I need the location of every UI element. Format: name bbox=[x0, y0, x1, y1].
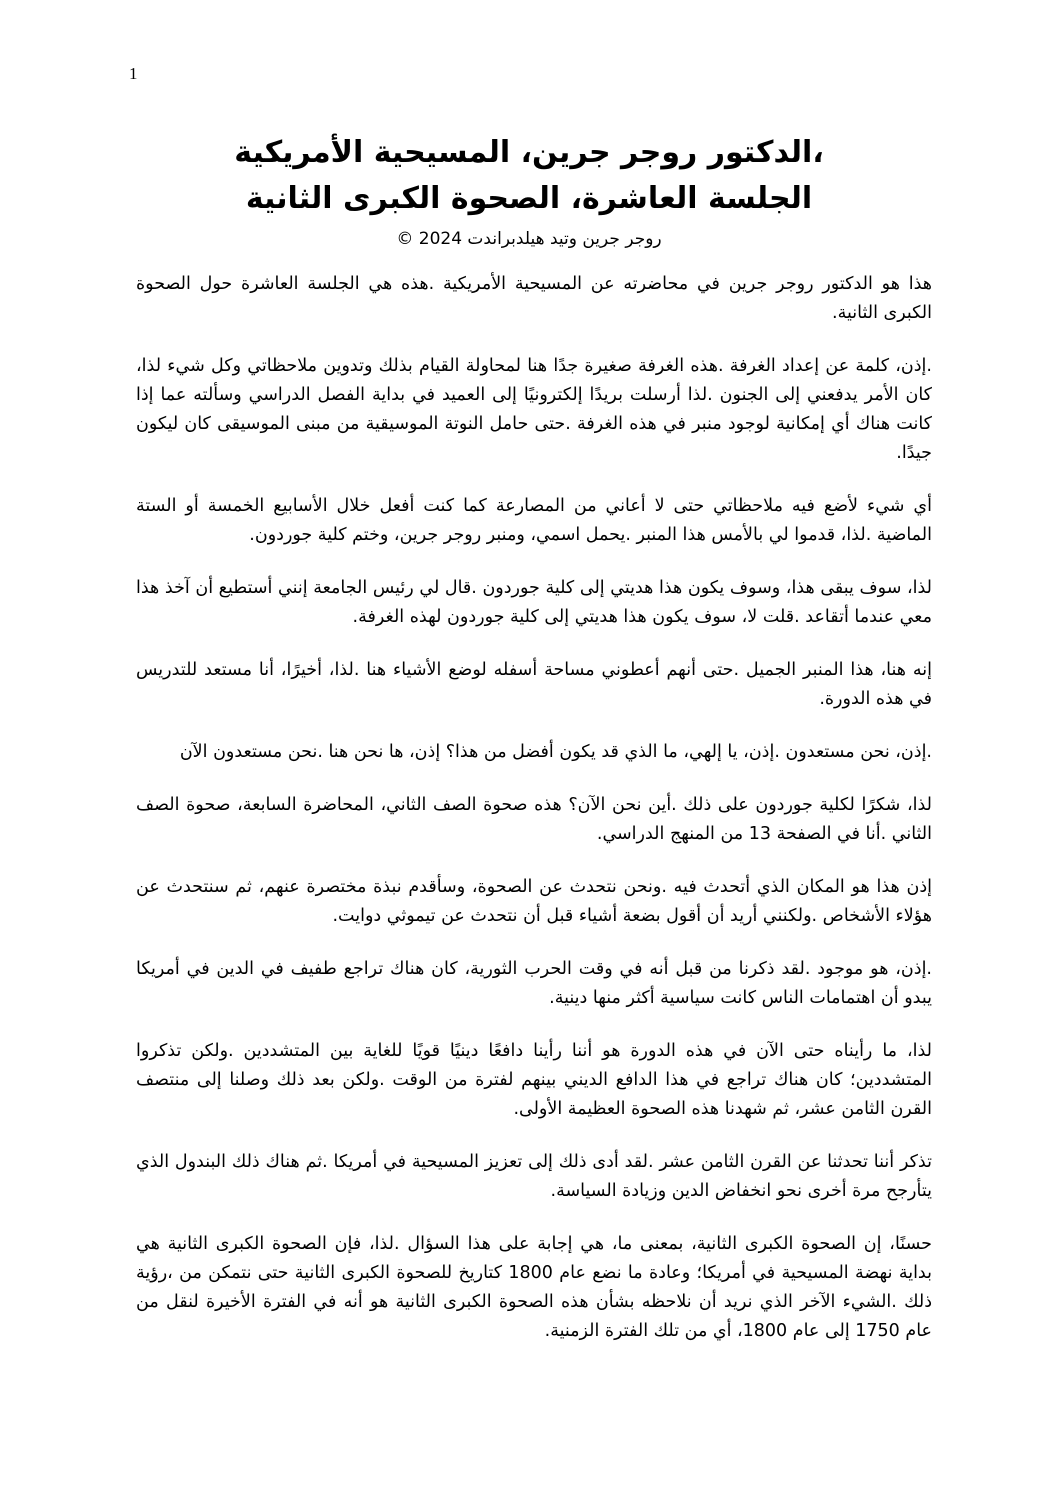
title-block bbox=[130, 130, 928, 254]
paragraph: تذكر أننا تحدثنا عن القرن الثامن عشر .لقد أدى ذلك إلى تعزيز المسيحية في أمريكا .ثم هناك ذلك البندول الذي يتأرجح مرة أخرى نحو انخفاض الدين وزيادة السياسة. bbox=[136, 1152, 932, 1201]
paragraph: إنه هنا، هذا المنبر الجميل .حتى أنهم أعطوني مساحة أسفله لوضع الأشياء هنا .لذا، أخيرًا، أنا مستعد للتدريس في هذه الدورة. bbox=[136, 660, 932, 709]
paragraph: لذا، ما رأيناه حتى الآن في هذه الدورة هو أننا رأينا دافعًا دينيًا قويًا للغاية بين المتشددين .ولكن تذكروا المتشددين؛ كان هناك تراجع في هذا الدافع الديني بينهم لفترة من الوقت .ولكن بعد ذلك وصلنا إلى منتصف القرن الثامن عشر، ثم شهدنا هذه الصحوة العظيمة الأولى. bbox=[136, 1041, 932, 1119]
paragraph: .إذن، نحن مستعدون .إذن، يا إلهي، ما الذي قد يكون أفضل من هذا؟ إذن، ها نحن هنا .نحن مستعدون الآن bbox=[179, 742, 932, 762]
paragraph: حسنًا، إن الصحوة الكبرى الثانية، بمعنى ما، هي إجابة على هذا السؤال .لذا، فإن الصحوة الكبرى الثانية هي بداية نهضة المسيحية في أمريكا؛ وعادة ما نضع عام 1800 كتاريخ للصحوة الكبرى الثانية حتى نتمكن من ،رؤية ذلك .الشيء الآخر الذي نريد أن نلاحظه بشأن هذه الصحوة الكبرى الثانية هو أنه في الفترة الأخيرة لنقل من عام 1750 إلى عام 1800، أي من تلك الفترة الزمنية. bbox=[136, 1234, 932, 1341]
paragraph: .إذن، كلمة عن إعداد الغرفة .هذه الغرفة صغيرة جدًا هنا لمحاولة القيام بذلك وتدوين ملاحظاتي وكل شيء لذا، كان الأمر يدفعني إلى الجنون .لذا أرسلت بريدًا إلكترونيًا إلى العميد في بداية الفصل الدراسي وسألته عما إذا كانت هناك أي إمكانية لوجود منبر في هذه الغرفة .حتى حامل النوتة الموسيقية من مبنى الموسيقى كان ليكون جيدًا. bbox=[136, 356, 932, 463]
page-title: ،الدكتور روجر جرين، المسيحية الأمريكية bbox=[234, 135, 824, 170]
document-body bbox=[136, 270, 932, 1370]
page-subtitle: الجلسة العاشرة، الصحوة الكبرى الثانية bbox=[245, 181, 813, 216]
paragraph: لذا، سوف يبقى هذا، وسوف يكون هذا هديتي إلى كلية جوردون .قال لي رئيس الجامعة إنني أستطيع أن آخذ هذا معي عندما أتقاعد .قلت لا، سوف يكون هذا هديتي إلى كلية جوردون لهذه الغرفة. bbox=[136, 578, 932, 627]
paragraph: هذا هو الدكتور روجر جرين في محاضرته عن المسيحية الأمريكية .هذه هي الجلسة العاشرة حول الصحوة الكبرى الثانية. bbox=[136, 274, 932, 323]
paragraph: .إذن، هو موجود .لقد ذكرنا من قبل أنه في وقت الحرب الثورية، كان هناك تراجع طفيف في الدين في أمريكا يبدو أن اهتمامات الناس كانت سياسية أكثر منها دينية. bbox=[136, 959, 932, 1008]
paragraph: إذن هذا هو المكان الذي أتحدث فيه .ونحن نتحدث عن الصحوة، وسأقدم نبذة مختصرة عنهم، ثم سنتحدث عن هؤلاء الأشخاص .ولكنني أريد أن أقول بضعة أشياء قبل أن نتحدث عن تيموثي دوايت. bbox=[136, 877, 932, 926]
paragraph: لذا، شكرًا لكلية جوردون على ذلك .أين نحن الآن؟ هذه صحوة الصف الثاني، المحاضرة السابعة، صحوة الصف الثاني .أنا في الصفحة 13 من المنهج الدراسي. bbox=[136, 795, 932, 844]
paragraph: أي شيء لأضع فيه ملاحظاتي حتى لا أعاني من المصارعة كما كنت أفعل خلال الأسابيع الخمسة أو الستة الماضية .لذا، قدموا لي بالأمس هذا المنبر .يحمل اسمي، ومنبر روجر جرين، وختم كلية جوردون. bbox=[136, 496, 932, 545]
page-number: 1 bbox=[129, 64, 138, 83]
copyright-line: روجر جرين وتيد هيلدبراندت 2024 © bbox=[396, 229, 662, 249]
